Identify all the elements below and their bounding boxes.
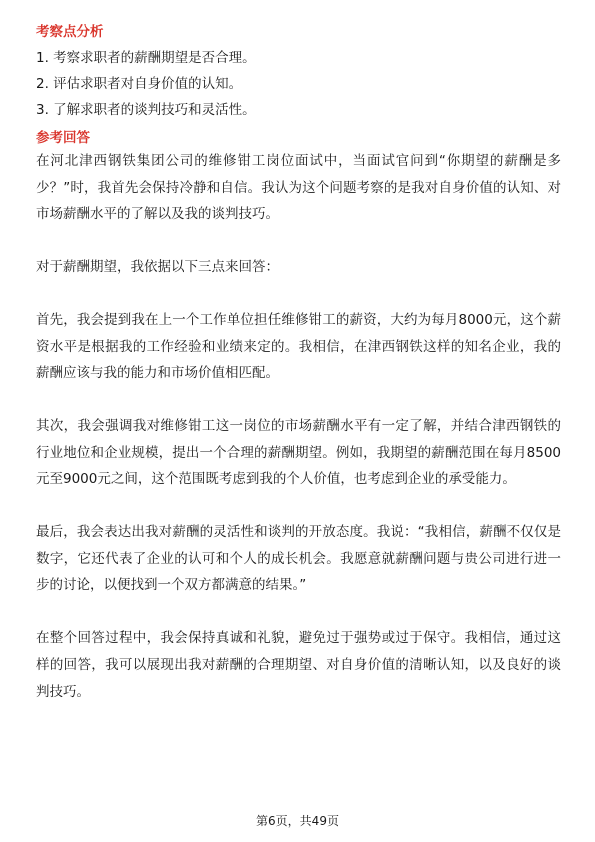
- answer-heading: 参考回答: [36, 130, 90, 146]
- answer-body: [36, 148, 561, 705]
- answer-paragraph-3: 首先，我会提到我在上一个工作单位担任维修钳工的薪资，大约为每月8000元，这个薪资水平是根据我的工作经验和业绩来定的。我相信，在津西钢铁这样的知名企业，我的薪酬应该与我的能力和市场价值相匹配。: [36, 311, 561, 382]
- answer-paragraph-5: 最后，我会表达出我对薪酬的灵活性和谈判的开放态度。我说：“我相信，薪酬不仅仅是数字，它还代表了企业的认可和个人的成长机会。我愿意就薪酬问题与贵公司进行进一步的讨论，以便找到一个双方都满意的结果。”: [36, 524, 561, 594]
- answer-paragraph-6: 在整个回答过程中，我会保持真诚和礼貌，避免过于强势或过于保守。我相信，通过这样的回答，我可以展现出我对薪酬的合理期望、对自身价值的清晰认知，以及良好的谈判技巧。: [36, 630, 561, 700]
- analysis-heading: 考察点分析: [36, 24, 104, 40]
- answer-paragraph-2: 对于薪酬期望，我依据以下三点来回答：: [36, 259, 279, 276]
- analysis-item-3: 3. 了解求职者的谈判技巧和灵活性。: [36, 102, 256, 118]
- analysis-item-2: 2. 评估求职者对自身价值的认知。: [36, 76, 243, 92]
- answer-paragraph-4: 其次，我会强调我对维修钳工这一岗位的市场薪酬水平有一定了解，并结合津西钢铁的行业地位和企业规模，提出一个合理的薪酬期望。例如，我期望的薪酬范围在每月8500元至9000元之间，这个范围既考虑到我的个人价值，也考虑到企业的承受能力。: [36, 417, 561, 488]
- analysis-item-1: 1. 考察求职者的薪酬期望是否合理。: [36, 50, 256, 66]
- analysis-list: [36, 48, 561, 120]
- page-number: 第6页，共49页: [256, 814, 339, 828]
- answer-paragraph-1: 在河北津西钢铁集团公司的维修钳工岗位面试中，当面试官问到“你期望的薪酬是多少？”时，我首先会保持冷静和自信。我认为这个问题考察的是我对自身价值的认知、对市场薪酬水平的了解以及我的谈判技巧。: [36, 153, 561, 223]
